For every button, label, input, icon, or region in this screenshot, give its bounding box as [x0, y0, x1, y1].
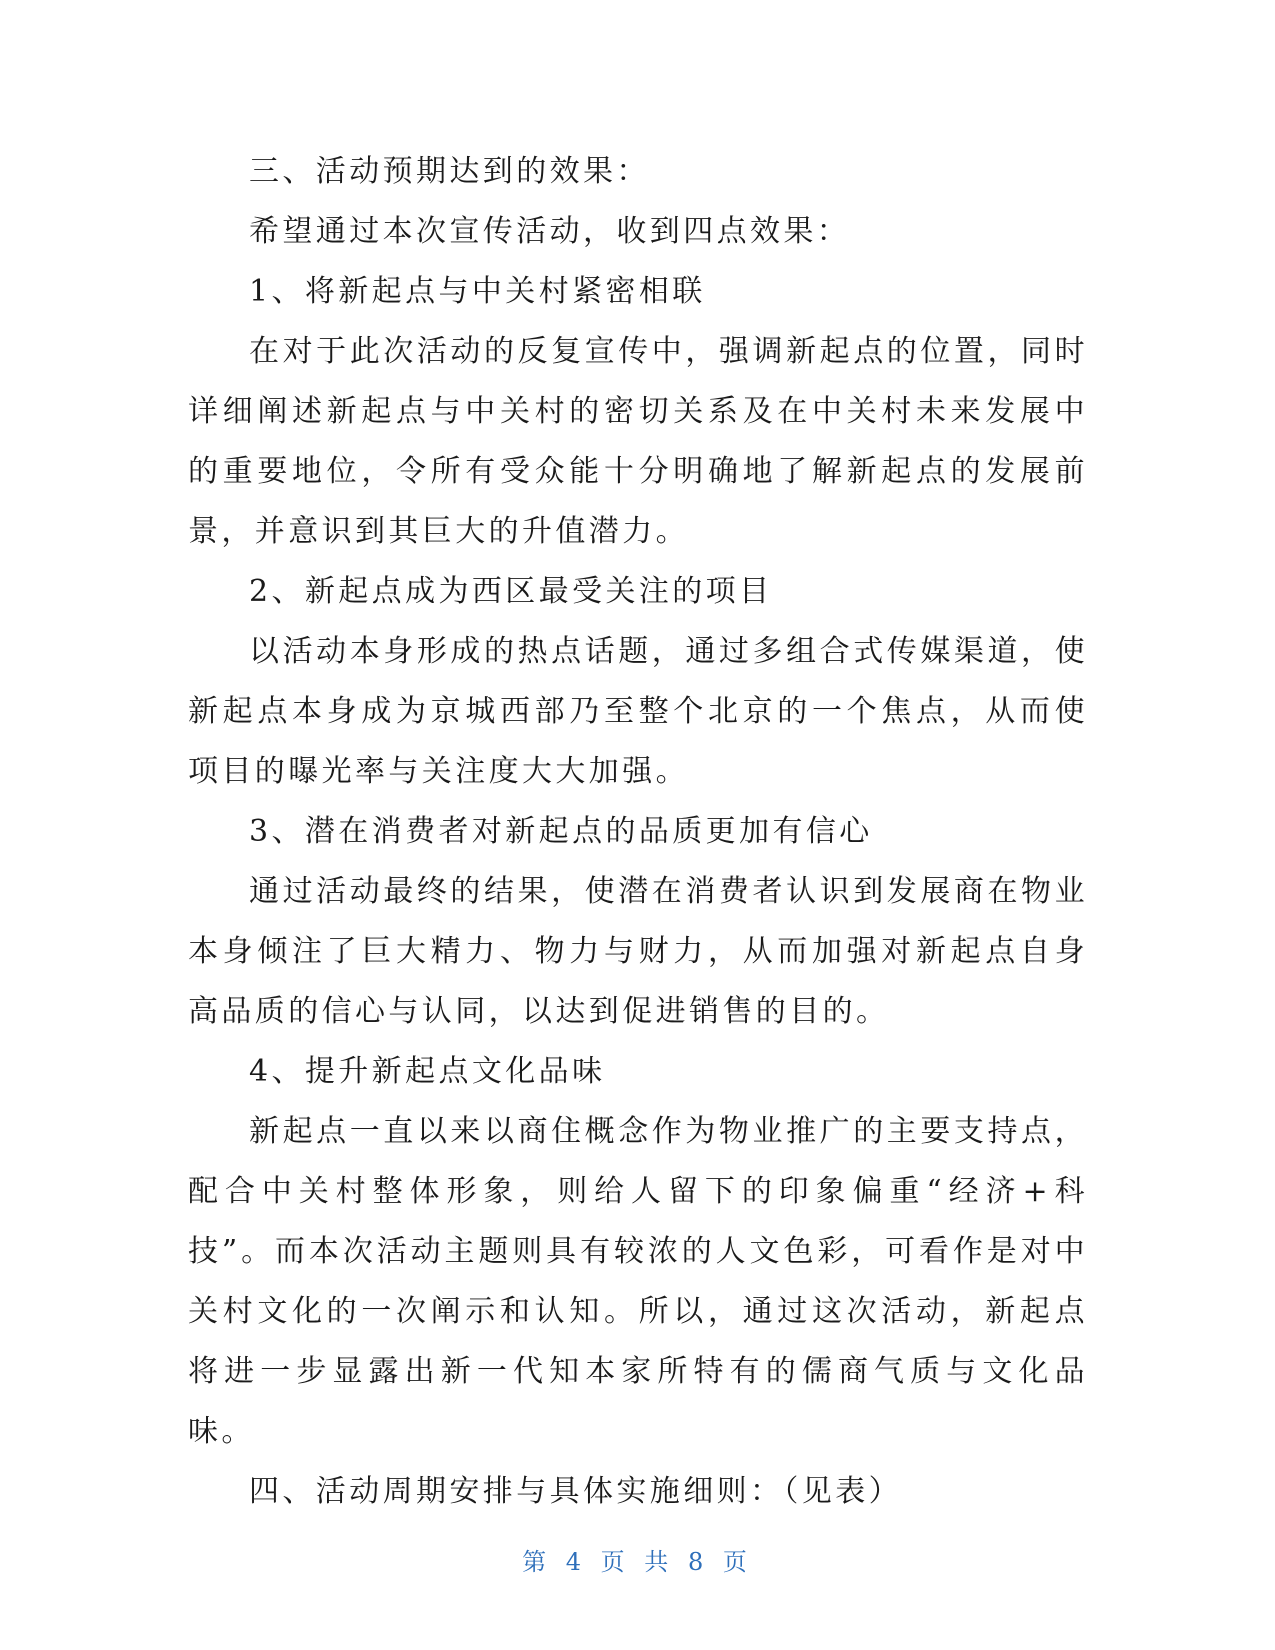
item-body-1: 在对于此次活动的反复宣传中，强调新起点的位置，同时详细阐述新起点与中关村的密切关系及在中关村未来发展中的重要地位，令所有受众能十分明确地了解新起点的发展前景，并意识到其巨大的升值潜力。 [188, 334, 1088, 549]
item-body-4: 新起点一直以来以商住概念作为物业推广的主要支持点，配合中关村整体形象，则给人留下的印象偏重“经济+科技”。而本次活动主题则具有较浓的人文色彩，可看作是对中关村文化的一次阐示和认知。所以，通过这次活动，新起点将进一步显露出新一代知本家所特有的儒商气质与文化品味。 [188, 1114, 1088, 1449]
item-heading-3: 3、潜在消费者对新起点的品质更加有信心 [249, 814, 873, 849]
page-number-footer: 第 4 页 共 8 页 [522, 1548, 753, 1576]
section-heading-4: 四、活动周期安排与具体实施细则：（见表） [249, 1474, 902, 1509]
item-heading-4: 4、提升新起点文化品味 [249, 1054, 606, 1089]
intro-paragraph: 希望通过本次宣传活动，收到四点效果： [249, 214, 851, 249]
item-heading-1: 1、将新起点与中关村紧密相联 [249, 274, 706, 309]
section-heading-3: 三、活动预期达到的效果： [249, 154, 650, 189]
item-body-3: 通过活动最终的结果，使潜在消费者认识到发展商在物业本身倾注了巨大精力、物力与财力，从而加强对新起点自身高品质的信心与认同，以达到促进销售的目的。 [188, 874, 1088, 1029]
document-body [188, 142, 1088, 1522]
item-heading-2: 2、新起点成为西区最受关注的项目 [249, 574, 773, 609]
item-body-2: 以活动本身形成的热点话题，通过多组合式传媒渠道，使新起点本身成为京城西部乃至整个北京的一个焦点，从而使项目的曝光率与关注度大大加强。 [188, 634, 1088, 789]
